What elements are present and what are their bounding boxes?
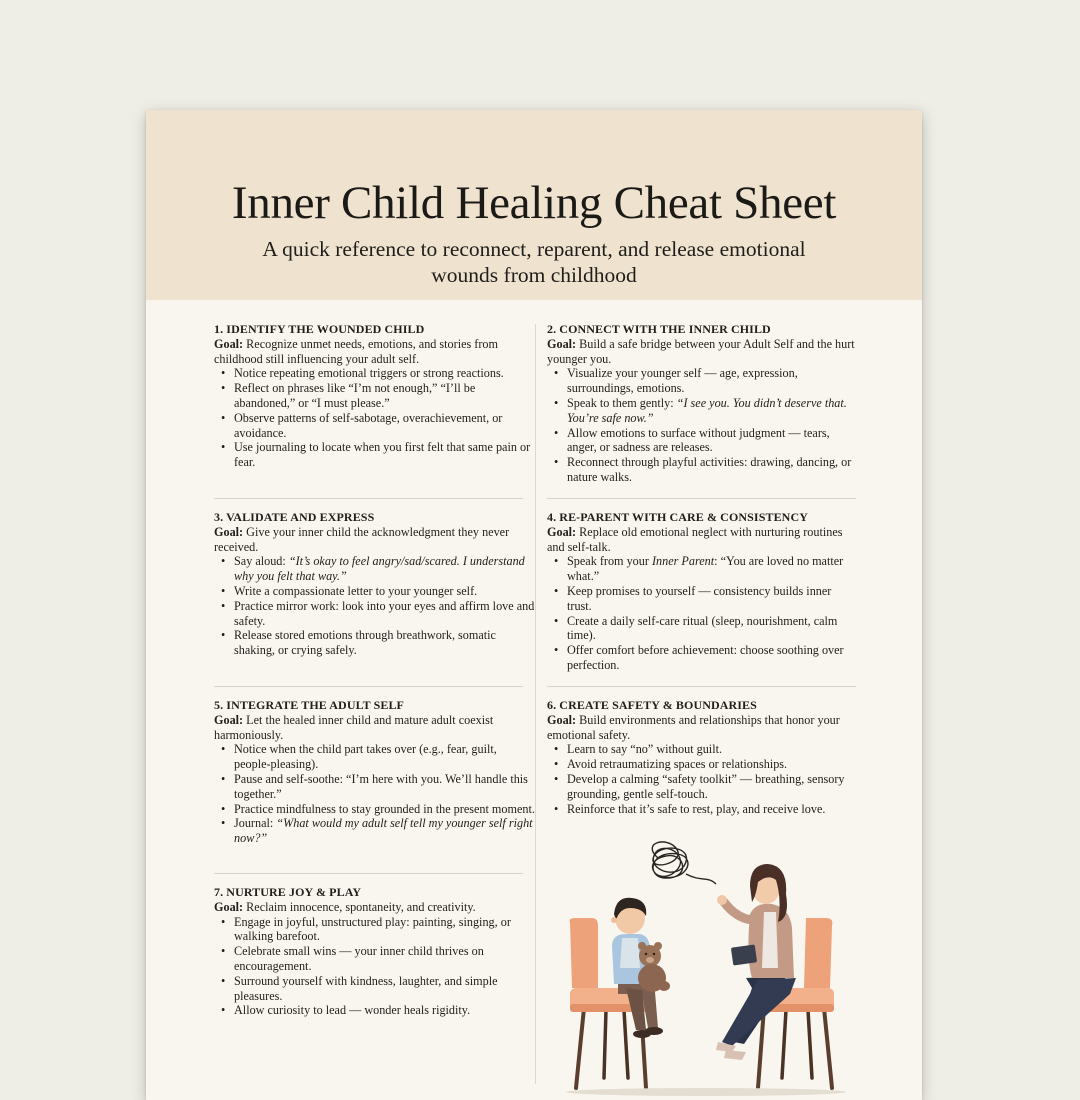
- list-item: • Notice when the child part takes over (e.g., fear, guilt, people-pleasing).: [234, 742, 536, 772]
- goal-label: Goal:: [214, 712, 244, 727]
- section-divider: [547, 686, 856, 687]
- section-divider: [214, 686, 523, 687]
- list-item: • Surround yourself with kindness, laughter, and simple pleasures.: [234, 974, 536, 1004]
- goal-text: Build environments and relationships that honor your emotional safety.: [547, 712, 840, 742]
- goal-label: Goal:: [214, 899, 244, 914]
- list-item: • Allow curiosity to lead — wonder heals rigidity.: [234, 1003, 536, 1018]
- list-item: • Avoid retraumatizing spaces or relationships.: [567, 757, 859, 772]
- section-connect: [547, 322, 859, 485]
- goal-label: Goal:: [547, 524, 577, 539]
- list-item: [567, 396, 859, 426]
- section-goal: [547, 713, 859, 743]
- list-item: • Offer comfort before achievement: choose soothing over perfection.: [567, 643, 859, 673]
- bullet-list: [214, 554, 536, 658]
- list-item: • Create a daily self-care ritual (sleep, nourishment, calm time).: [567, 614, 859, 644]
- list-item: • Celebrate small wins — your inner child thrives on encouragement.: [234, 944, 536, 974]
- bullet-list: [214, 366, 536, 470]
- goal-label: Goal:: [547, 336, 577, 351]
- section-title: 7. NURTURE JOY & PLAY: [214, 885, 362, 899]
- section-goal: [214, 337, 536, 367]
- list-item: • Use journaling to locate when you first felt that same pain or fear.: [234, 440, 536, 470]
- list-item: • Practice mindfulness to stay grounded in the present moment.: [234, 802, 536, 817]
- goal-label: Goal:: [214, 524, 244, 539]
- section-goal: [214, 900, 536, 915]
- section-title: 1. IDENTIFY THE WOUNDED CHILD: [214, 322, 425, 336]
- page-subtitle: A quick reference to reconnect, reparent, and release emotional wounds from childhood: [262, 237, 806, 287]
- list-item: • Release stored emotions through breathwork, somatic shaking, or crying safely.: [234, 628, 536, 658]
- list-item: • Reflect on phrases like “I’m not enough,” “I’ll be abandoned,” or “I must please.”: [234, 381, 536, 411]
- goal-text: Give your inner child the acknowledgment they never received.: [214, 524, 510, 554]
- section-title: 3. VALIDATE AND EXPRESS: [214, 510, 375, 524]
- section-joy: [214, 885, 536, 1018]
- section-goal: [214, 713, 536, 743]
- list-item: • Reinforce that it’s safe to rest, play, and receive love.: [567, 802, 859, 817]
- bullet-list: [214, 742, 536, 846]
- section-goal: [547, 525, 859, 555]
- section-goal: [214, 525, 536, 555]
- speak-quote: “I see you. You didn’t deserve that. You’re safe now.”: [567, 395, 847, 425]
- bullet-list: [547, 366, 859, 484]
- header-band: [146, 110, 922, 300]
- say-quote: “It’s okay to feel angry/sad/scared. I understand why you felt that way.”: [234, 554, 525, 584]
- speak-prefix: Speak to them gently:: [567, 395, 677, 410]
- section-identify: [214, 322, 536, 470]
- goal-text: Build a safe bridge between your Adult Self and the hurt younger you.: [547, 336, 855, 366]
- goal-text: Recognize unmet needs, emotions, and stories from childhood still influencing your adult self.: [214, 336, 498, 366]
- inner-prefix: Speak from your: [567, 554, 652, 569]
- section-validate: [214, 510, 536, 658]
- list-item: • Allow emotions to surface without judgment — tears, anger, or sadness are releases.: [567, 426, 859, 456]
- section-title: 2. CONNECT WITH THE INNER CHILD: [547, 322, 771, 336]
- list-item: • Observe patterns of self-sabotage, overachievement, or avoidance.: [234, 411, 536, 441]
- say-prefix: Say aloud:: [234, 554, 289, 569]
- section-title: 5. INTEGRATE THE ADULT SELF: [214, 698, 404, 712]
- list-item: • Visualize your younger self — age, expression, surroundings, emotions.: [567, 366, 859, 396]
- journal-quote: “What would my adult self tell my younger self right now?”: [234, 816, 533, 846]
- section-integrate: [214, 698, 536, 846]
- cheat-sheet: [146, 110, 922, 1100]
- goal-label: Goal:: [214, 336, 244, 351]
- inner-suffix: : “You are loved no matter what.”: [567, 554, 844, 584]
- page-title: Inner Child Healing Cheat Sheet: [231, 177, 837, 229]
- section-reparent: [547, 510, 859, 673]
- section-safety: [547, 698, 859, 816]
- list-item: [234, 554, 536, 584]
- list-item: • Practice mirror work: look into your eyes and affirm love and safety.: [234, 599, 536, 629]
- list-item: • Write a compassionate letter to your younger self.: [234, 584, 536, 599]
- goal-text: Reclaim innocence, spontaneity, and creativity.: [243, 899, 476, 914]
- list-item: [567, 554, 859, 584]
- list-item: • Pause and self-soothe: “I’m here with you. We’ll handle this together.”: [234, 772, 536, 802]
- section-title: 6. CREATE SAFETY & BOUNDARIES: [547, 698, 757, 712]
- list-item: • Develop a calming “safety toolkit” — breathing, sensory grounding, gentle self-touch.: [567, 772, 859, 802]
- list-item: [234, 816, 536, 846]
- bullet-list: [214, 915, 536, 1019]
- list-item: • Notice repeating emotional triggers or strong reactions.: [234, 366, 536, 381]
- section-divider: [214, 873, 523, 874]
- bullet-list: [547, 554, 859, 672]
- section-title: 4. RE-PARENT WITH CARE & CONSISTENCY: [547, 510, 808, 524]
- section-goal: [547, 337, 859, 367]
- tangled-thoughts-icon: [652, 842, 716, 884]
- section-divider: [547, 498, 856, 499]
- journal-prefix: Journal:: [234, 816, 277, 831]
- list-item: • Learn to say “no” without guilt.: [567, 742, 859, 757]
- list-item: • Keep promises to yourself — consistency builds inner trust.: [567, 584, 859, 614]
- list-item: • Reconnect through playful activities: drawing, dancing, or nature walks.: [567, 455, 859, 485]
- goal-text: Let the healed inner child and mature adult coexist harmoniously.: [214, 712, 494, 742]
- goal-text: Replace old emotional neglect with nurturing routines and self-talk.: [547, 524, 843, 554]
- goal-label: Goal:: [547, 712, 577, 727]
- inner-parent-em: Inner Parent: [651, 554, 715, 569]
- list-item: • Engage in joyful, unstructured play: painting, singing, or walking barefoot.: [234, 915, 536, 945]
- section-divider: [214, 498, 523, 499]
- bullet-list: [547, 742, 859, 816]
- therapy-illustration: [546, 838, 856, 1100]
